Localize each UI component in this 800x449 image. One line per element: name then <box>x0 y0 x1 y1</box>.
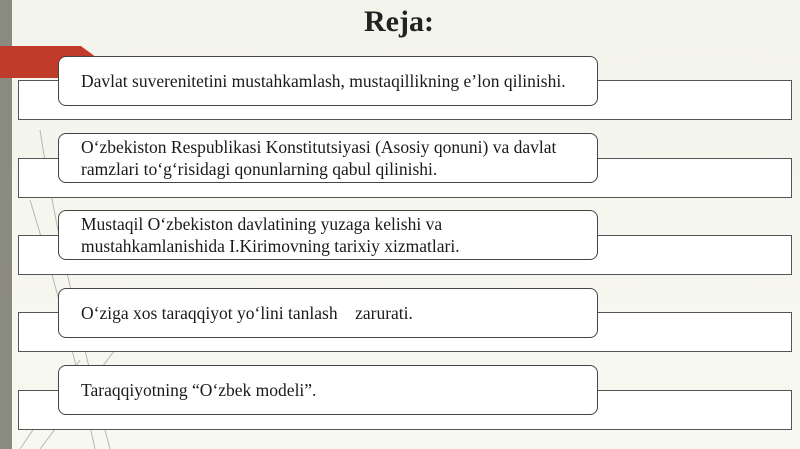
slide-title: Reja: <box>364 5 434 38</box>
plan-item-4-text: O‘ziga xos taraqqiyot yo‘lini tanlash zarurati. <box>81 303 413 323</box>
plan-item-2 <box>58 133 598 183</box>
plan-item-3-text: Mustaqil O‘zbekiston davlatining yuzaga kelishi va mustahkamlanishida I.Kirimovning tarixiy xizmatlari. <box>81 214 460 256</box>
plan-item-2-text: O‘zbekiston Respublikasi Konstitutsiyasi (Asosiy qonuni) va davlat ramzlari to‘g‘risidagi qonunlarning qabul qilinishi. <box>81 137 557 179</box>
plan-item-1 <box>58 56 598 106</box>
plan-item-5 <box>58 365 598 415</box>
plan-item-3 <box>58 210 598 260</box>
plan-item-1-text: Davlat suverenitetini mustahkamlash, mustaqillikning e’lon qilinishi. <box>81 71 566 91</box>
plan-item-5-text: Taraqqiyotning “O‘zbek modeli”. <box>81 380 317 400</box>
plan-item-4 <box>58 288 598 338</box>
